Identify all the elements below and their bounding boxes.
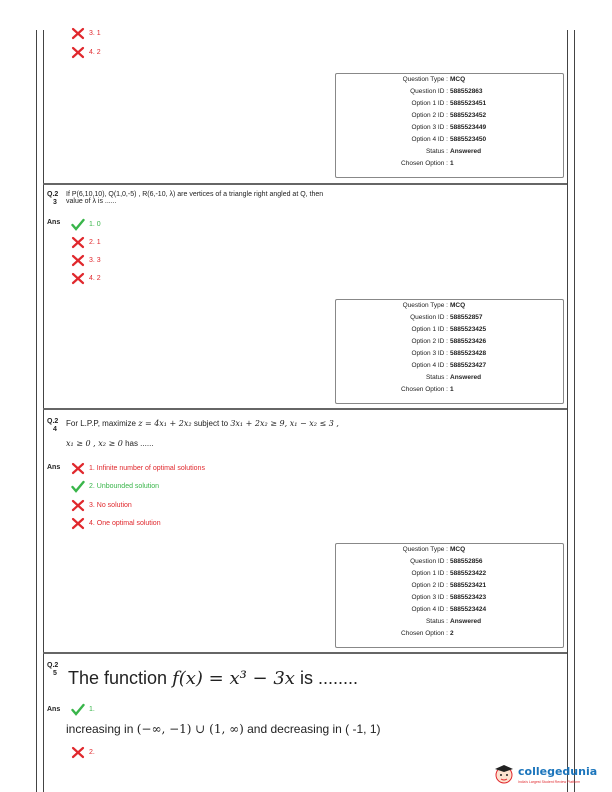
question-meta-box: Question Type : MCQ Question ID : 588552856 Option 1 ID : 5885523422 Option 2 ID : 5885523421 Option 3 ID : 5885523423 Option 4 ID : 5885523424 Status : Answered Chosen Option : 2 [335,543,564,648]
cross-icon [71,236,85,249]
option-row [71,499,132,512]
question-meta-box: Question Type : MCQ Question ID : 588552857 Option 1 ID : 5885523425 Option 2 ID : 5885523426 Option 3 ID : 5885523428 Option 4 ID : 5885523427 Status : Answered Chosen Option : 1 [335,299,564,404]
question-meta-box: Question Type : MCQ Question ID : 588552863 Option 1 ID : 5885523451 Option 2 ID : 5885523452 Option 3 ID : 5885523449 Option 4 ID : 5885523450 Status : Answered Chosen Option : 1 [335,73,564,178]
question-text: The function f(x) = x³ − 3x is ........ [68,668,358,689]
option-label: 3. 3 [89,257,101,264]
option-row [71,703,95,716]
option-label: 1. 0 [89,221,101,228]
section-divider [43,408,567,410]
option-label: 1. Infinite number of optimal solutions [89,465,205,472]
frame-right-outer [574,30,575,792]
logo-tagline: India's Largest Student Review Platform [518,780,581,784]
option-label: 4. 2 [89,49,101,56]
answer-label: Ans [47,219,61,226]
option-label: 3. No solution [89,502,132,509]
cross-icon [71,254,85,267]
option-row [71,236,101,249]
section-divider [43,183,567,185]
answer-label: Ans [47,464,61,471]
option-row [71,746,95,759]
cross-icon [71,746,85,759]
collegedunia-logo [493,762,597,784]
option-label: 2. [89,749,95,756]
graduate-avatar-icon [493,762,515,784]
option-row [71,254,101,267]
cross-icon [71,46,85,59]
option-label: 2. 1 [89,239,101,246]
option-row [71,218,101,231]
check-icon [71,218,85,231]
cross-icon [71,272,85,285]
option-label: 2. Unbounded solution [89,483,160,490]
question-number: Q.2 3 [47,191,59,206]
frame-left-outer [36,30,37,792]
question-text: For L.P.P, maximize z = 4x₁ + 2x₂ subject to 3x₁ + 2x₂ ≥ 9, x₁ − x₂ ≤ 3 , [66,419,339,428]
cross-icon [71,499,85,512]
frame-left-inner [43,30,44,792]
section-divider [43,652,567,654]
question-number: Q.2 4 [47,418,59,433]
check-icon [71,703,85,716]
option-label: 1. [89,706,95,713]
option-row [71,46,101,59]
option-row [71,480,159,493]
option-row [71,272,101,285]
question-text-line2: x₁ ≥ 0 , x₂ ≥ 0 has ...... [66,439,154,448]
cross-icon [71,27,85,40]
answer-label: Ans [47,706,61,713]
option-row [71,462,205,475]
option-row [71,517,161,530]
cross-icon [71,517,85,530]
check-icon [71,480,85,493]
frame-right-inner [567,30,568,792]
option-text: increasing in (−∞, −1) ∪ (1, ∞) and decreasing in ( -1, 1) [66,722,381,736]
question-text: If P(6,10,10), Q(1,0,-5) , R(6,-10, λ) are vertices of a triangle right angled at Q, then value of λ is ...... [66,191,324,205]
cross-icon [71,462,85,475]
option-row [71,27,101,40]
option-label: 4. 2 [89,275,101,282]
option-label: 4. One optimal solution [89,520,161,527]
logo-wordmark: collegedunia [518,765,598,778]
question-number: Q.2 5 [47,662,59,677]
option-label: 3. 1 [89,30,101,37]
